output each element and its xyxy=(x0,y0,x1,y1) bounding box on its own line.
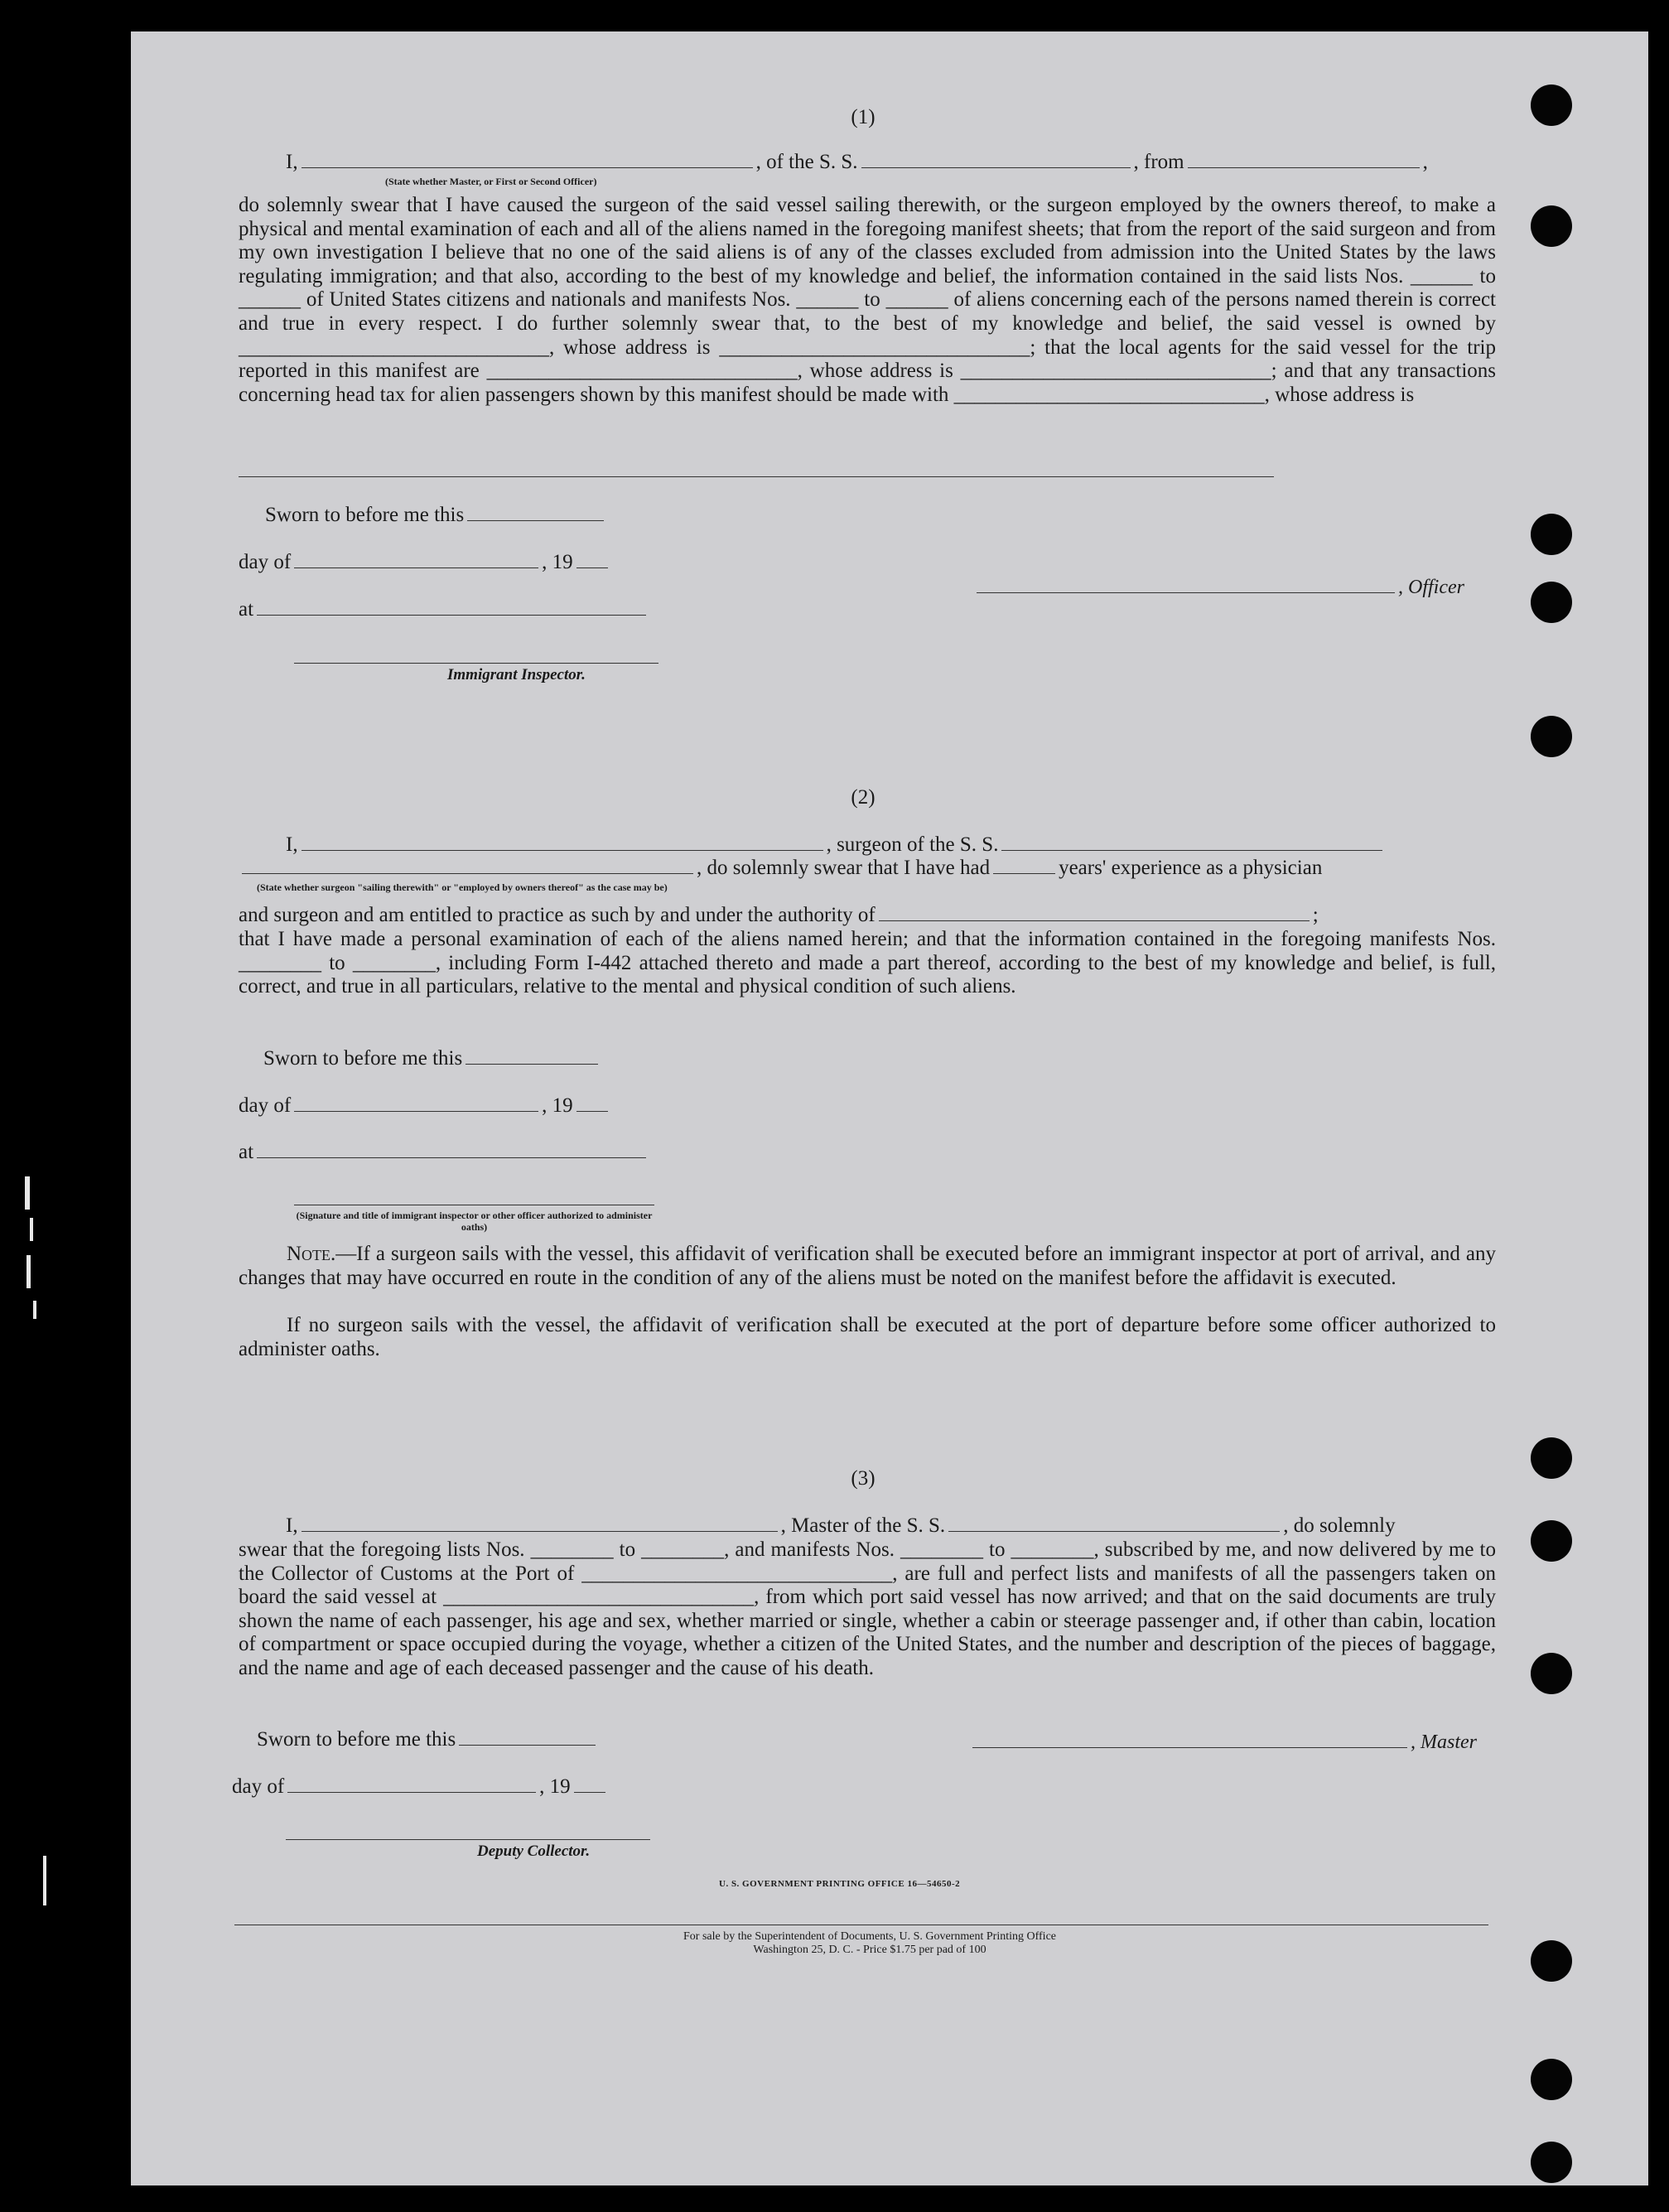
section-3-sworn-line: Sworn to before me this xyxy=(257,1728,599,1751)
section-1-heading: (1) xyxy=(851,106,876,128)
scan-edge-mark xyxy=(27,1255,31,1288)
section-2-oath-paragraph: that I have made a personal examination of each of the aliens named herein; and that the information contained in the foregoing manifests Nos. ________ to ________, including Form I-442 attached thereto and made a part thereof, according to the best of my knowledge and belief, is full, correct, and true in all particulars, relative to the mental and physical condition of such aliens. xyxy=(239,928,1496,998)
section-2-years-line: , do solemnly swear that I have had years' experience as a physician xyxy=(239,857,1322,880)
year-field-2[interactable] xyxy=(576,1094,608,1112)
punch-hole xyxy=(1531,1653,1572,1694)
year-field-3[interactable] xyxy=(574,1775,605,1793)
note-paragraph: Note.—If a surgeon sails with the vessel, this affidavit of verification shall be executed before an immigrant inspector at port of arrival, and any changes that may have occurred en route in the condition of any of the aliens must be noted on the manifest before the affidavit is executed. xyxy=(239,1243,1496,1289)
imprint-line-2: Washington 25, D. C. - Price $1.75 per pad of 100 xyxy=(753,1944,986,1956)
sworn-date-field-2[interactable] xyxy=(465,1047,598,1065)
punch-hole xyxy=(1531,1940,1572,1982)
section-3-master-sig-line: , Master xyxy=(969,1731,1477,1754)
year-field[interactable] xyxy=(576,551,608,568)
punch-hole xyxy=(1531,205,1572,247)
punch-hole xyxy=(1531,1437,1572,1479)
scan-edge-mark xyxy=(30,1218,33,1241)
punch-hole xyxy=(1531,2059,1572,2100)
section-1-oath-paragraph: do solemnly swear that I have caused the surgeon of the said vessel sailing therewith, or the surgeon employed by the owners thereof, to make a physical and mental examination of each and all of the aliens named in the foregoing manifest sheets; that from the report of the said surgeon and from my own investigation I believe that no one of the said aliens is of any of the classes excluded from admission into the United States by the laws regulating immigration; and that also, according to the best of my knowledge and belief, the information contained in the said lists Nos. ______ to ______ of United States citizens and nationals and manifests Nos. ______ to ______ of aliens concerning each of the persons named therein is correct and true in every respect. I do further solemnly swear that, to the best of my knowledge and belief, the said vessel is owned by ______________________________, whose address is ______________________________; that the local agents for the said vessel for the trip reported in this manifest are ______________________________, whose address is ______________________________; and that any transactions concerning head tax for alien passengers shown by this manifest should be made with ______________________________, whose address is xyxy=(239,194,1496,406)
day-field-3[interactable] xyxy=(287,1775,536,1793)
section-1-at-line: at xyxy=(239,598,649,621)
address-continuation-line xyxy=(239,476,1274,477)
punch-hole xyxy=(1531,2142,1572,2183)
deputy-collector-label: Deputy Collector. xyxy=(477,1843,591,1860)
place-field[interactable] xyxy=(257,598,646,616)
section-2-heading: (2) xyxy=(851,786,876,809)
punch-hole xyxy=(1531,582,1572,623)
sworn-date-field-3[interactable] xyxy=(459,1728,596,1746)
gpo-code: U. S. GOVERNMENT PRINTING OFFICE 16—54650-2 xyxy=(719,1879,961,1889)
section-2-sworn-line: Sworn to before me this xyxy=(263,1047,601,1070)
section-1-day-line: day of , 19 xyxy=(239,551,611,574)
place-field-2[interactable] xyxy=(257,1141,646,1158)
port-from-field[interactable] xyxy=(1188,151,1420,168)
section-2-day-line: day of , 19 xyxy=(239,1094,611,1118)
section-3-day-line: day of , 19 xyxy=(232,1775,609,1799)
section-1-master-line: I, , of the S. S. , from , xyxy=(286,151,1428,173)
section-3-oath-paragraph: swear that the foregoing lists Nos. ________ to ________, and manifests Nos. ________ to ________, subscribed by me, and now delivered by me to the Collector of Customs at the Port of ______________________________, are full and perfect lists and manifests of all the passengers taken on board the said vessel at ______________________________, from which port said vessel has now arrived; and that on the said documents are truly shown the name of each passenger, his age and sex, whether married or single, whether a cabin or steerage passenger and, if other than cabin, location of compartment or space occupied during the voyage, whether a citizen of the United States, and the number and description of the pieces of baggage, and the name and age of each deceased passenger and the cause of his death. xyxy=(239,1538,1496,1679)
scan-edge-mark xyxy=(25,1176,30,1210)
section-3-master-line: I, , Master of the S. S. , do solemnly xyxy=(286,1514,1396,1537)
surgeon-vessel-field[interactable] xyxy=(1001,833,1382,851)
sworn-date-field[interactable] xyxy=(467,504,604,521)
punch-hole xyxy=(1531,85,1572,126)
surgeon-caption: (State whether surgeon "sailing therewith" or "employed by owners thereof" as the case may be) xyxy=(257,881,668,893)
punch-hole xyxy=(1531,1520,1572,1562)
master-name-field[interactable] xyxy=(301,151,753,168)
scan-edge-mark xyxy=(43,1856,46,1905)
section-1-officer-line: , Officer xyxy=(973,576,1464,599)
punch-hole xyxy=(1531,716,1572,757)
master-caption: (State whether Master, or First or Second Officer) xyxy=(385,176,597,187)
immigrant-inspector-label: Immigrant Inspector. xyxy=(447,666,586,683)
master-signature-field[interactable] xyxy=(972,1731,1407,1748)
section-2-at-line: at xyxy=(239,1141,649,1164)
section-1-sworn-line: Sworn to before me this xyxy=(265,504,607,527)
imprint-line-1: For sale by the Superintendent of Documents, U. S. Government Printing Office xyxy=(683,1930,1056,1943)
inspector-signature-line xyxy=(294,663,658,664)
authority-field[interactable] xyxy=(879,904,1310,921)
section-3-heading: (3) xyxy=(851,1467,876,1490)
section-2-authority-line: and surgeon and am entitled to practice as such by and under the authority of ; xyxy=(239,904,1319,926)
note-paragraph-2: If no surgeon sails with the vessel, the affidavit of verification shall be executed at the port of departure before some officer authorized to administer oaths. xyxy=(239,1314,1496,1360)
section-2-surgeon-line: I, , surgeon of the S. S. xyxy=(286,833,1386,857)
punch-hole xyxy=(1531,514,1572,555)
scan-edge-mark xyxy=(33,1301,36,1319)
vessel-name-field-3[interactable] xyxy=(948,1514,1280,1532)
surgeon-status-field[interactable] xyxy=(242,857,693,874)
signature-caption: (Signature and title of immigrant inspector or other officer authorized to administer oaths) xyxy=(296,1210,653,1233)
day-field[interactable] xyxy=(294,551,538,568)
deputy-collector-signature-line xyxy=(286,1839,650,1840)
officer-signature-field[interactable] xyxy=(977,576,1395,593)
surgeon-name-field[interactable] xyxy=(301,833,823,851)
day-field-2[interactable] xyxy=(294,1094,538,1112)
years-experience-field[interactable] xyxy=(993,857,1055,874)
master-name-field-3[interactable] xyxy=(301,1514,778,1532)
vessel-name-field[interactable] xyxy=(861,151,1131,168)
